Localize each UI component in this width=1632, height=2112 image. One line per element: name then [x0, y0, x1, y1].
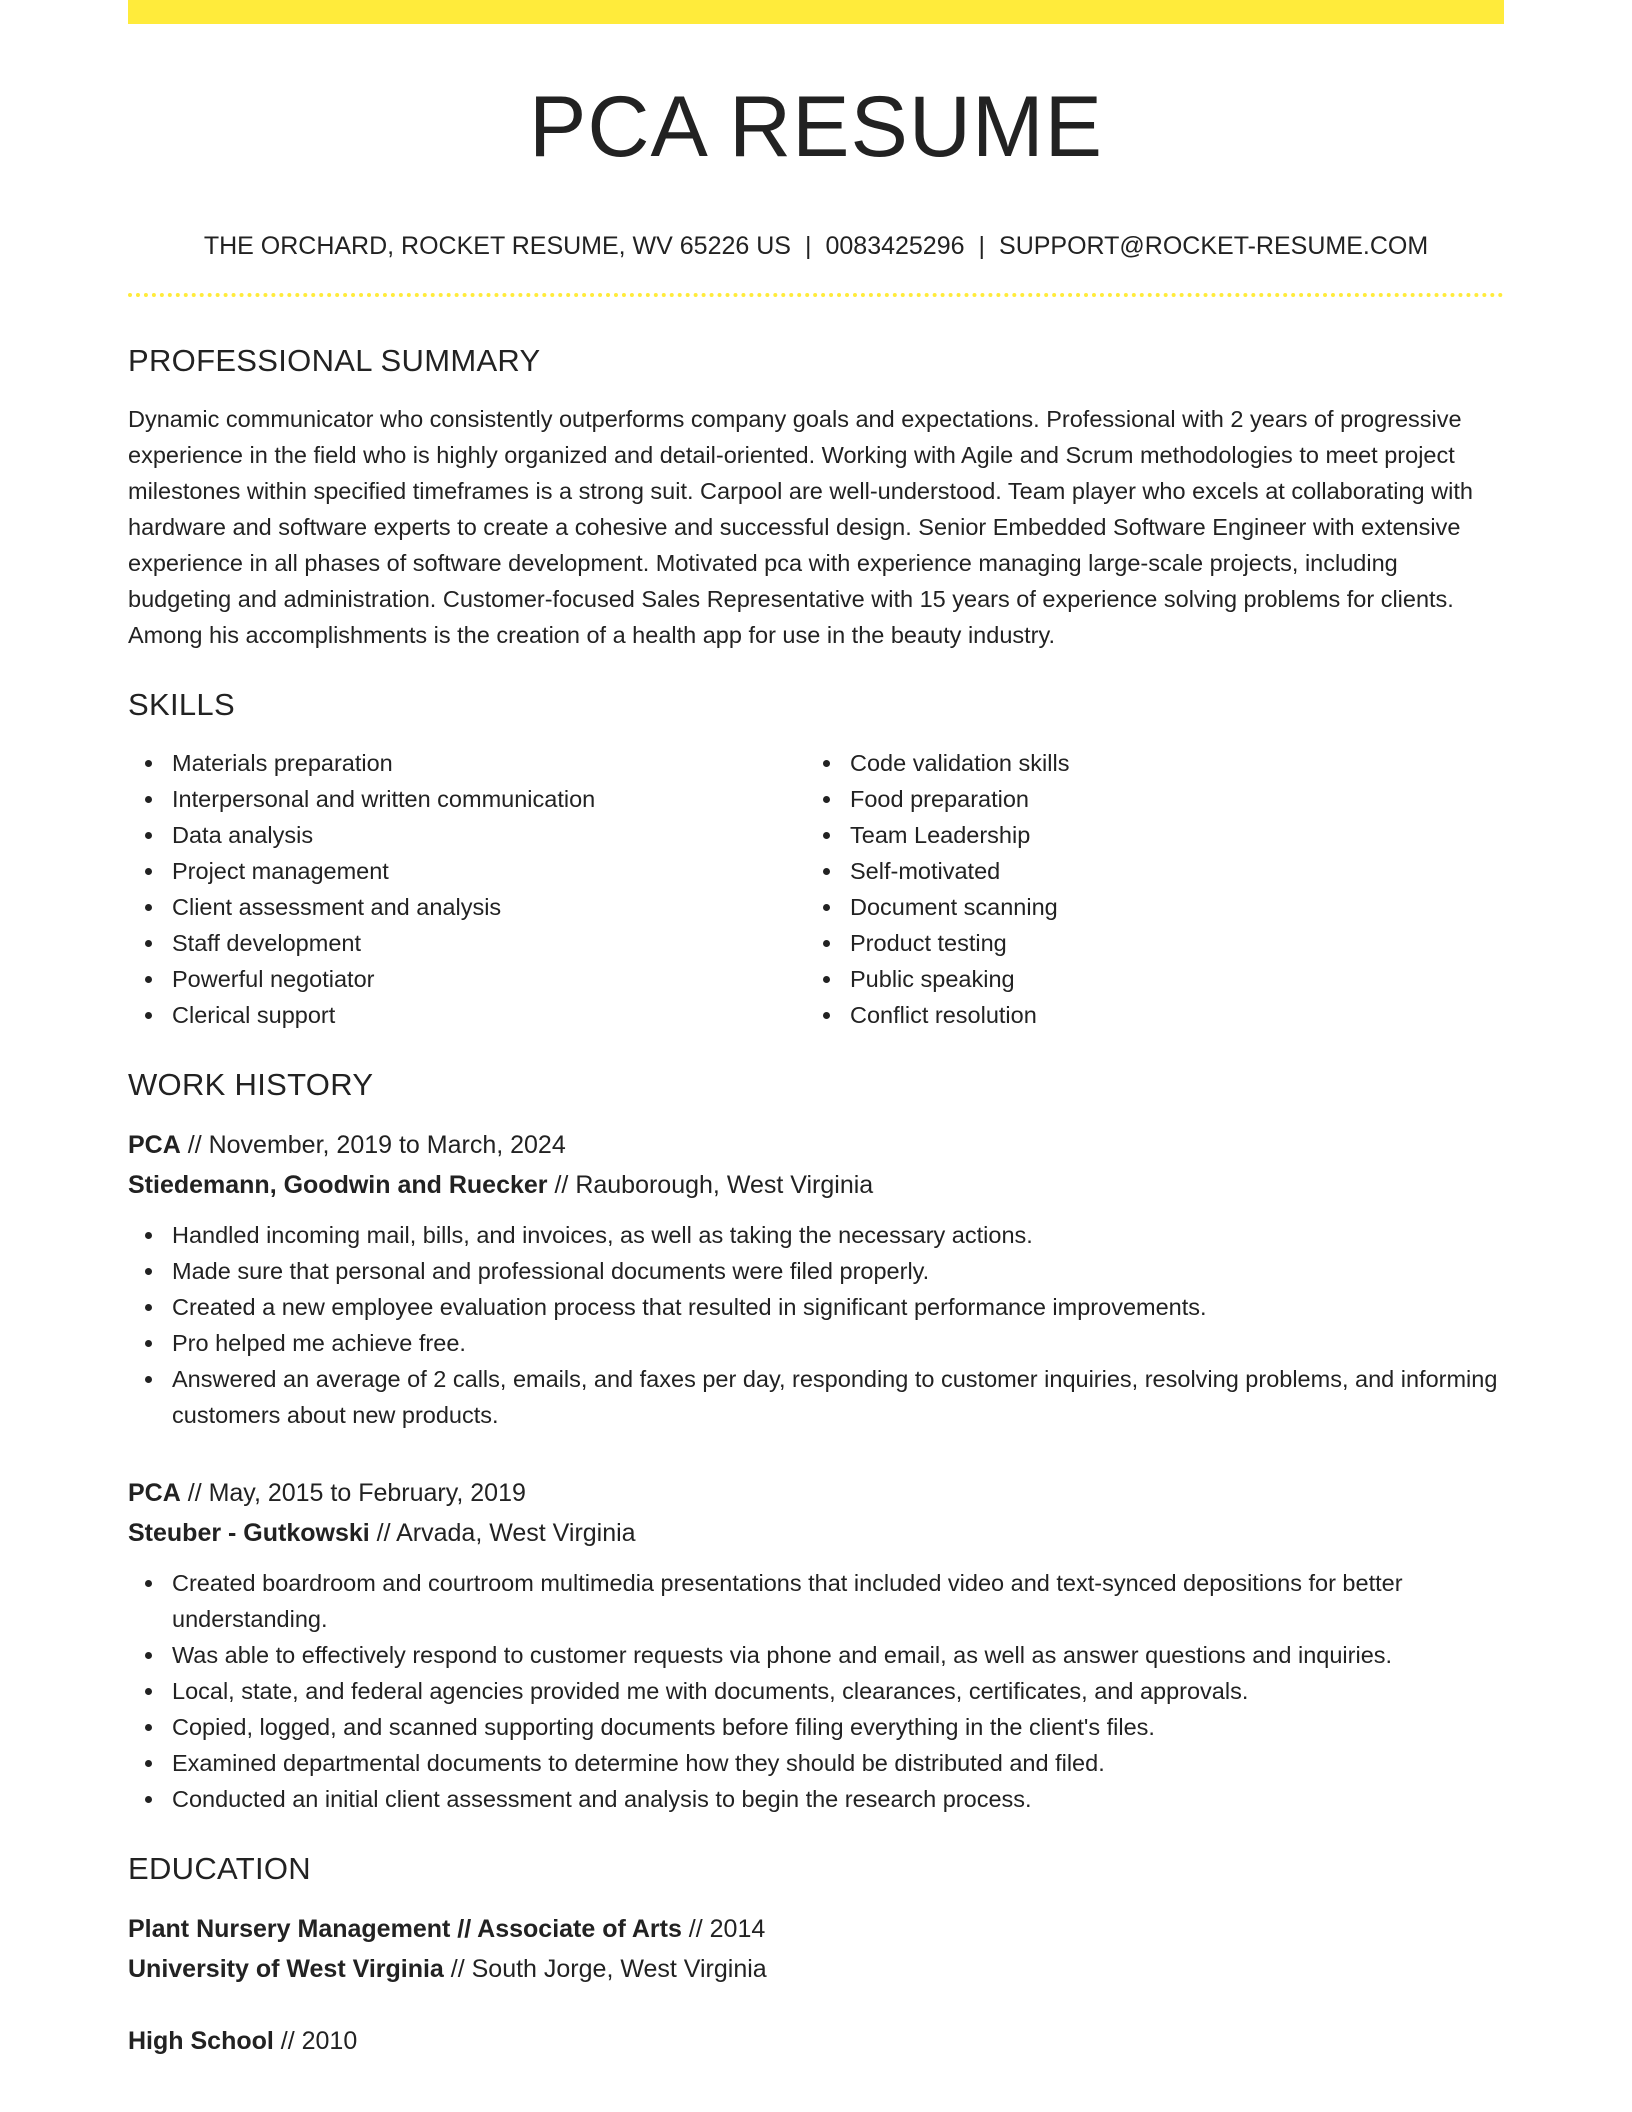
education-degree: Plant Nursery Management // Associate of Arts — [128, 1915, 682, 1943]
education-school: University of West Virginia — [128, 1955, 444, 1983]
job-role-line — [128, 1125, 1504, 1165]
skills-section — [128, 687, 1504, 1033]
job-role-line — [128, 1473, 1504, 1513]
education-entry — [128, 1909, 1504, 1989]
work-history-section — [128, 1067, 1504, 1817]
job-company: Steuber - Gutkowski — [128, 1519, 370, 1547]
job-duty: Created boardroom and courtroom multimedia presentations that included video and text-synced depositions for better understanding. — [172, 1565, 1504, 1637]
job-company: Stiedemann, Goodwin and Ruecker — [128, 1171, 548, 1199]
section-title-skills: SKILLS — [128, 687, 235, 722]
skill-item: Public speaking — [850, 961, 1484, 997]
skill-item: Clerical support — [172, 997, 806, 1033]
job-company-line — [128, 1513, 1504, 1553]
job-location: // Arvada, West Virginia — [369, 1519, 636, 1547]
education-school-line — [128, 1949, 1504, 1989]
job-duty: Created a new employee evaluation process that resulted in significant performance improvements. — [172, 1289, 1504, 1325]
skill-item: Product testing — [850, 925, 1484, 961]
education-year: // 2010 — [273, 2027, 358, 2055]
section-title-summary: PROFESSIONAL SUMMARY — [128, 343, 541, 378]
job-duty: Examined departmental documents to determine how they should be distributed and filed. — [172, 1745, 1504, 1781]
resume-title: PCA RESUME — [529, 79, 1103, 175]
job-duty: Local, state, and federal agencies provided me with documents, clearances, certificates, and approvals. — [172, 1673, 1504, 1709]
job-duties-list — [128, 1217, 1504, 1433]
job-duty: Made sure that personal and professional documents were filed properly. — [172, 1253, 1504, 1289]
contact-separator: | — [978, 232, 986, 260]
header-divider — [128, 293, 1504, 297]
job-duty: Copied, logged, and scanned supporting documents before filing everything in the client's files. — [172, 1709, 1504, 1745]
skill-item: Team Leadership — [850, 817, 1484, 853]
skills-list-left — [128, 745, 806, 1033]
skill-item: Materials preparation — [172, 745, 806, 781]
contact-separator: | — [804, 232, 812, 260]
contact-address: THE ORCHARD, ROCKET RESUME, WV 65226 US — [203, 232, 791, 260]
job-entry — [128, 1473, 1504, 1817]
education-section — [128, 1851, 1504, 2061]
skill-item: Conflict resolution — [850, 997, 1484, 1033]
contact-email: SUPPORT@ROCKET-RESUME.COM — [999, 232, 1429, 260]
job-role: PCA — [128, 1479, 181, 1507]
job-dates: // May, 2015 to February, 2019 — [180, 1479, 526, 1507]
job-duty: Pro helped me achieve free. — [172, 1325, 1504, 1361]
skill-item: Document scanning — [850, 889, 1484, 925]
education-degree-line — [128, 2021, 1504, 2061]
education-entry — [128, 2021, 1504, 2061]
skill-item: Staff development — [172, 925, 806, 961]
accent-bar — [128, 0, 1504, 24]
skill-item: Code validation skills — [850, 745, 1484, 781]
job-duty: Was able to effectively respond to customer requests via phone and email, as well as answer questions and inquiries. — [172, 1637, 1504, 1673]
education-location: // South Jorge, West Virginia — [443, 1955, 767, 1983]
contact-phone: 0083425296 — [825, 232, 965, 260]
education-year: // 2014 — [681, 1915, 766, 1943]
skills-columns — [128, 745, 1504, 1033]
section-title-education: EDUCATION — [128, 1851, 311, 1886]
job-company-line — [128, 1165, 1504, 1205]
education-degree: High School — [128, 2027, 274, 2055]
skill-item: Client assessment and analysis — [172, 889, 806, 925]
job-role: PCA — [128, 1131, 181, 1159]
contact-line — [128, 232, 1504, 261]
summary-text: Dynamic communicator who consistently outperforms company goals and expectations. Professional with 2 years of progressive experience in the field who is highly organized and detail-oriented. Working with Agile and Scrum methodologies to meet project milestones within specified timeframes is a strong suit. Carpool are well-understood. Team player who excels at collaborating with hardware and software experts to create a cohesive and successful design. Senior Embedded Software Engineer with extensive experience in all phases of software development. Motivated pca with experience managing large-scale projects, including budgeting and administration. Customer-focused Sales Representative with 15 years of experience solving problems for clients. Among his accomplishments is the creation of a health app for use in the beauty industry. — [128, 406, 1473, 648]
job-location: // Rauborough, West Virginia — [547, 1171, 874, 1199]
job-dates: // November, 2019 to March, 2024 — [180, 1131, 566, 1159]
summary-section — [128, 343, 1504, 653]
education-degree-line — [128, 1909, 1504, 1949]
job-duty: Handled incoming mail, bills, and invoices, as well as taking the necessary actions. — [172, 1217, 1504, 1253]
skill-item: Interpersonal and written communication — [172, 781, 806, 817]
skills-list-right — [806, 745, 1484, 1033]
job-duty: Answered an average of 2 calls, emails, and faxes per day, responding to customer inquiries, resolving problems, and informing customers about new products. — [172, 1361, 1504, 1433]
skill-item: Data analysis — [172, 817, 806, 853]
skill-item: Self-motivated — [850, 853, 1484, 889]
skill-item: Powerful negotiator — [172, 961, 806, 997]
job-duties-list — [128, 1565, 1504, 1817]
skill-item: Project management — [172, 853, 806, 889]
section-title-work-history: WORK HISTORY — [128, 1067, 374, 1102]
skill-item: Food preparation — [850, 781, 1484, 817]
resume-page — [128, 0, 1504, 2061]
job-entry — [128, 1125, 1504, 1433]
job-duty: Conducted an initial client assessment and analysis to begin the research process. — [172, 1781, 1504, 1817]
